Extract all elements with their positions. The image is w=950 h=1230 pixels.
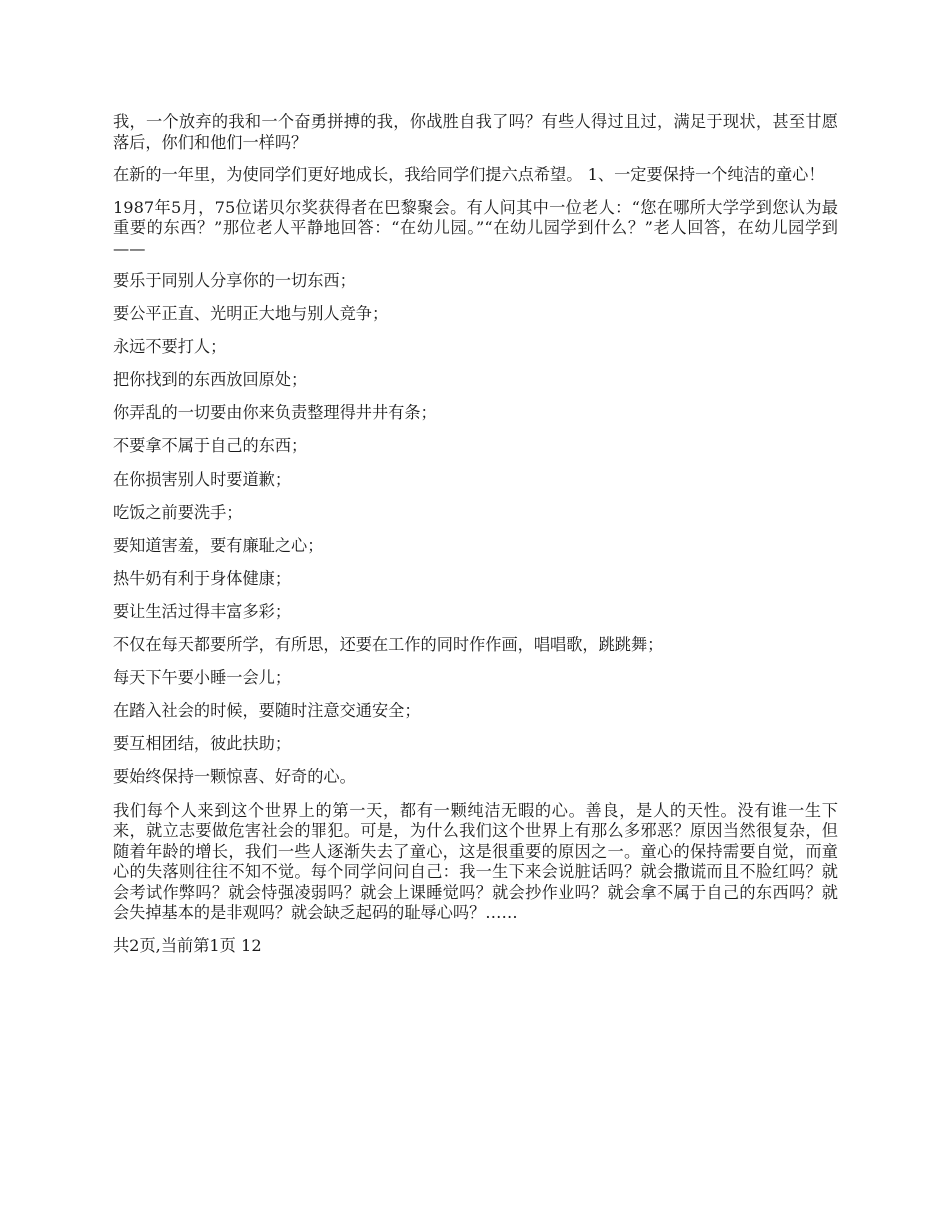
list-item-9: 要知道害羞，要有廉耻之心；	[113, 535, 324, 555]
list-item-14: 在踏入社会的时候，要随时注意交通安全；	[113, 701, 421, 721]
paragraph-1: 我，一个放弃的我和一个奋勇拼搏的我，你战胜自我了吗？有些人得过且过，满足于现状，甚至甘愿落后，你们和他们一样吗？	[113, 112, 838, 152]
list-item-15: 要互相团结，彼此扶助；	[113, 734, 292, 754]
paragraph-closing: 我们每个人来到这个世界上的第一天，都有一颗纯洁无暇的心。善良，是人的天性。没有谁一生下来，就立志要做危害社会的罪犯。可是，为什么我们这个世界上有那么多邪恶？原因当然很复杂，但随着年龄的增长，我们一些人逐渐失去了童心，这是很重要的原因之一。童心的保持需要自觉，而童心的失落则往往不知不觉。每个同学问问自己：我一生下来会说脏话吗？就会撒谎而且不脸红吗？就会考试作弊吗？就会恃强凌弱吗？就会上课睡觉吗？就会抄作业吗？就会拿不属于自己的东西吗？就会失掉基本的是非观吗？就会缺乏起码的耻辱心吗？……	[113, 800, 838, 922]
list-item-2: 要公平正直、光明正大地与别人竞争；	[113, 304, 389, 324]
list-item-10: 热牛奶有利于身体健康；	[113, 568, 292, 588]
list-item-11: 要让生活过得丰富多彩；	[113, 601, 292, 621]
list-item-8: 吃饭之前要洗手；	[113, 502, 243, 522]
list-item-3: 永远不要打人；	[113, 337, 227, 357]
paragraph-3: 1987年5月，75位诺贝尔奖获得者在巴黎聚会。有人问其中一位老人：“您在哪所大学学到您认为最重要的东西？”那位老人平静地回答：“在幼儿园。”“在幼儿园学到什么？”老人回答，在幼儿园学到——	[113, 197, 838, 258]
paragraph-2: 在新的一年里，为使同学们更好地成长，我给同学们提六点希望。 1、一定要保持一个纯洁的童心！	[113, 165, 825, 184]
list-item-12: 不仅在每天都要所学，有所思，还要在工作的同时作作画，唱唱歌，跳跳舞；	[113, 635, 664, 655]
list-item-6: 不要拿不属于自己的东西；	[113, 436, 308, 456]
list-item-13: 每天下午要小睡一会儿；	[113, 668, 292, 688]
page-footer: 共2页,当前第1页 12	[113, 935, 262, 955]
list-item-5: 你弄乱的一切要由你来负责整理得井井有条；	[113, 403, 437, 423]
list-item-7: 在你损害别人时要道歉；	[113, 469, 292, 489]
list-item-4: 把你找到的东西放回原处；	[113, 370, 308, 390]
list-item-1: 要乐于同别人分享你的一切东西；	[113, 271, 356, 290]
list-item-16: 要始终保持一颗惊喜、好奇的心。	[113, 767, 356, 787]
